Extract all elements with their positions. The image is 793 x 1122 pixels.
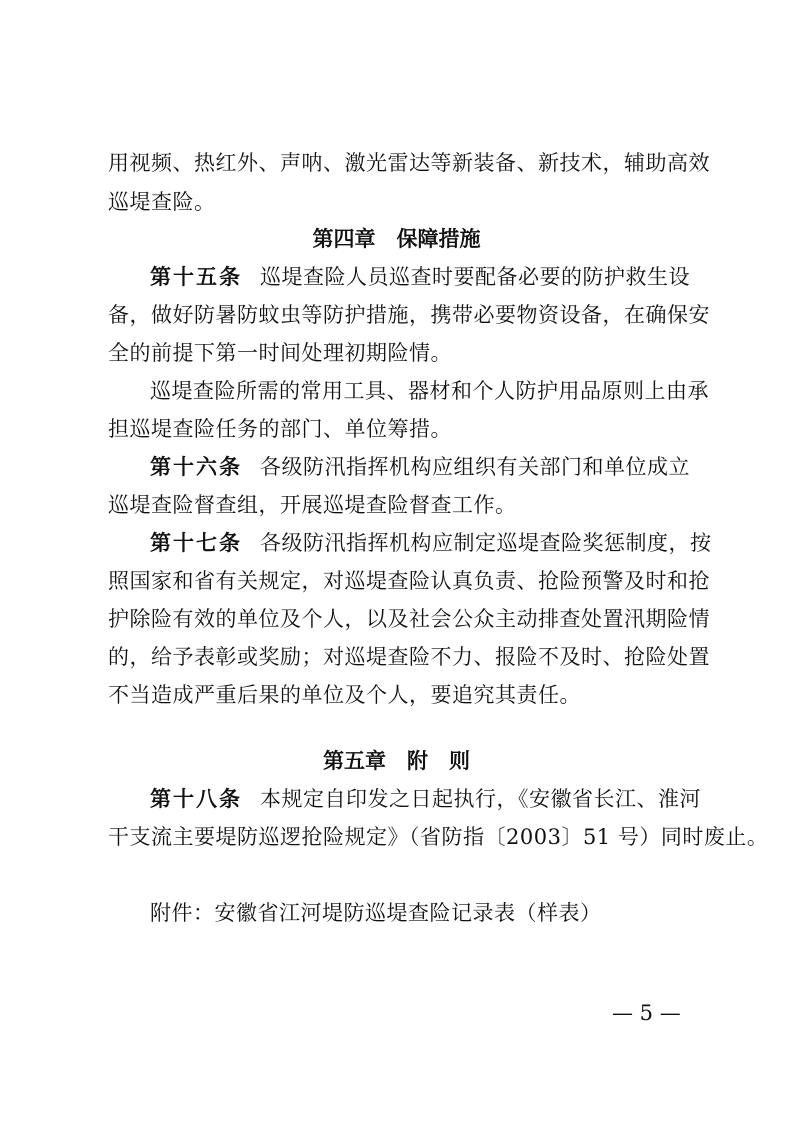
paragraph-line: 护除险有效的单位及个人，以及社会公众主动排查处置汛期险情 xyxy=(108,607,710,631)
article-17-text: 各级防汛指挥机构应制定巡堤查险奖惩制度，按 xyxy=(260,531,712,555)
paragraph-line: 照国家和省有关规定，对巡堤查险认真负责、抢险预警及时和抢 xyxy=(108,569,710,593)
article-15-line-1 xyxy=(150,262,690,292)
article-16-text: 各级防汛指挥机构应组织有关部门和单位成立 xyxy=(260,455,690,479)
article-16-label: 第十六条 xyxy=(150,455,242,479)
article-15-text: 巡堤查险人员巡查时要配备必要的防护救生设 xyxy=(260,265,690,289)
paragraph-line: 巡堤查险督查组，开展巡堤查险督查工作。 xyxy=(108,493,517,517)
paragraph-line: 备，做好防暑防蚊虫等防护措施，携带必要物资设备，在确保安 xyxy=(108,303,710,327)
paragraph-line: 巡堤查险。 xyxy=(108,190,216,214)
paragraph-line: 干支流主要堤防巡逻抢险规定》（省防指〔2003〕51 号）同时废止。 xyxy=(108,825,769,849)
article-18-line-1 xyxy=(150,784,701,814)
paragraph-line: 不当造成严重后果的单位及个人，要追究其责任。 xyxy=(108,683,581,707)
chapter-5-heading: 第五章 附 则 xyxy=(323,749,470,773)
article-18-text: 本规定自印发之日起执行，《安徽省长江、淮河 xyxy=(260,787,701,811)
article-15-label: 第十五条 xyxy=(150,265,242,289)
article-16-line-1 xyxy=(150,452,690,482)
article-17-label: 第十七条 xyxy=(150,531,242,555)
article-17-line-1 xyxy=(150,528,712,558)
paragraph-line: 用视频、热红外、声呐、激光雷达等新装备、新技术，辅助高效 xyxy=(108,151,710,175)
paragraph-line: 巡堤查险所需的常用工具、器材和个人防护用品原则上由承 xyxy=(150,379,709,403)
paragraph-line: 全的前提下第一时间处理初期险情。 xyxy=(108,341,452,365)
paragraph-line: 的，给予表彰或奖励；对巡堤查险不力、报险不及时、抢险处置 xyxy=(108,645,710,669)
page-number: — 5 — xyxy=(612,1001,681,1025)
attachment-note: 附件：安徽省江河堤防巡堤查险记录表（样表） xyxy=(150,901,602,925)
article-18-label: 第十八条 xyxy=(150,787,242,811)
chapter-4-heading: 第四章 保障措施 xyxy=(312,227,481,251)
paragraph-line: 担巡堤查险任务的部门、单位筹措。 xyxy=(108,417,452,441)
